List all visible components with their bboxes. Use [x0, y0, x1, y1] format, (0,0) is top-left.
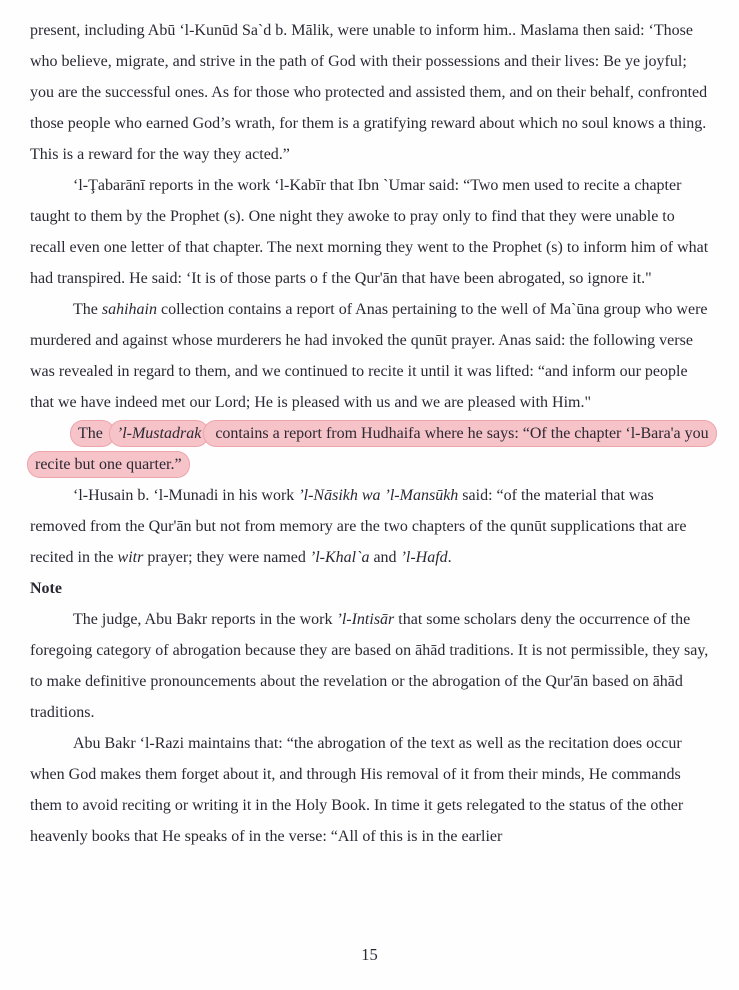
- highlighted-text: The: [73, 423, 112, 444]
- italic-text: ’l-Hafd: [400, 549, 448, 566]
- text-run: The judge, Abu Bakr reports in the work: [73, 611, 337, 628]
- page-number: 15: [361, 945, 378, 964]
- italic-text: witr: [117, 549, 144, 566]
- text-run: ‘l-Ţabarānī reports in the work ‘l-Kabīr that Ibn `Umar said: “Two men used to recite a chapter taught to them by the Prophet (s). One night they awoke to pray only to find that they were unable to recall even one letter of that chapter. The next morning they went to the Prophet (s) to inform him of what had transpired. He said: ‘It is of those parts o f the Qur'ān that have been abrogated, so ignore it.": [30, 177, 709, 287]
- text-run: Abu Bakr ‘l-Razi maintains that: “the abrogation of the text as well as the recitation does occur when God makes them forget about it, and through His removal of it from their minds, He commands them to avoid reciting or writing it in the Holy Book. In time it gets relegated to the status of the other heavenly books that He speaks of in the verse: “All of this is in the earlier: [30, 735, 684, 845]
- italic-text: sahihain: [101, 301, 157, 318]
- text-run: The: [73, 301, 102, 318]
- paragraph-maslama: [30, 15, 710, 170]
- highlighted-text: ’l-Mustadrak: [112, 423, 206, 444]
- text-run: ‘l-Husain b. ‘l-Munadi in his work: [73, 487, 299, 504]
- paragraph-sahihain: [30, 294, 710, 418]
- highlighted-text: contains a report from Hudhaifa where he says: “Of the chapter ‘l-Bara'a you recite but one quarter.”: [30, 423, 714, 475]
- text-run: prayer; they were named: [143, 549, 310, 566]
- paragraph-tabarani: [30, 170, 710, 294]
- text-run: Note: [30, 580, 62, 597]
- italic-text: ’l-Khal`a: [309, 549, 370, 566]
- paragraph-husain: [30, 480, 710, 573]
- text-run: and: [369, 549, 401, 566]
- paragraph-judge-abubakr: [30, 604, 710, 728]
- italic-text: ’l-Nāsikh wa ’l-Mansūkh: [298, 487, 459, 504]
- text-run: present, including Abū ‘l-Kunūd Sa`d b. Mālik, were unable to inform him.. Maslama then said: ‘Those who believe, migrate, and strive in the path of God with their possessions and their lives: Be ye joyful; you are the successful ones. As for those who protected and assisted them, and on their behalf, confronted those people who earned God’s wrath, for them is a gratifying reward about which no soul knows a thing. This is a reward for the way they acted.”: [30, 22, 708, 163]
- paragraph-mustadrak-highlighted: [30, 418, 710, 480]
- text-run: said: “of the material that was removed from the Qur'ān but not from memory are the two chapters of the qunūt supplications that are recited in the: [30, 487, 687, 566]
- paragraph-razi: [30, 728, 710, 852]
- italic-text: ’l-Intisār: [336, 611, 395, 628]
- text-run: .: [447, 549, 452, 566]
- note-heading: [30, 573, 710, 604]
- text-run: collection contains a report of Anas pertaining to the well of Ma`ūna group who were murdered and against whose murderers he had invoked the qunūt prayer. Anas said: the following verse was revealed in regard to them, and we continued to recite it until it was lifted: “and inform our people that we have indeed met our Lord; He is pleased with us and we are pleased with Him.": [30, 301, 708, 411]
- text-run: that some scholars deny the occurrence of the foregoing category of abrogation because they are based on āhād traditions. It is not permissible, they say, to make definitive pronouncements about the revelation or the abrogation of the Qur'ān based on āhād traditions.: [30, 611, 709, 721]
